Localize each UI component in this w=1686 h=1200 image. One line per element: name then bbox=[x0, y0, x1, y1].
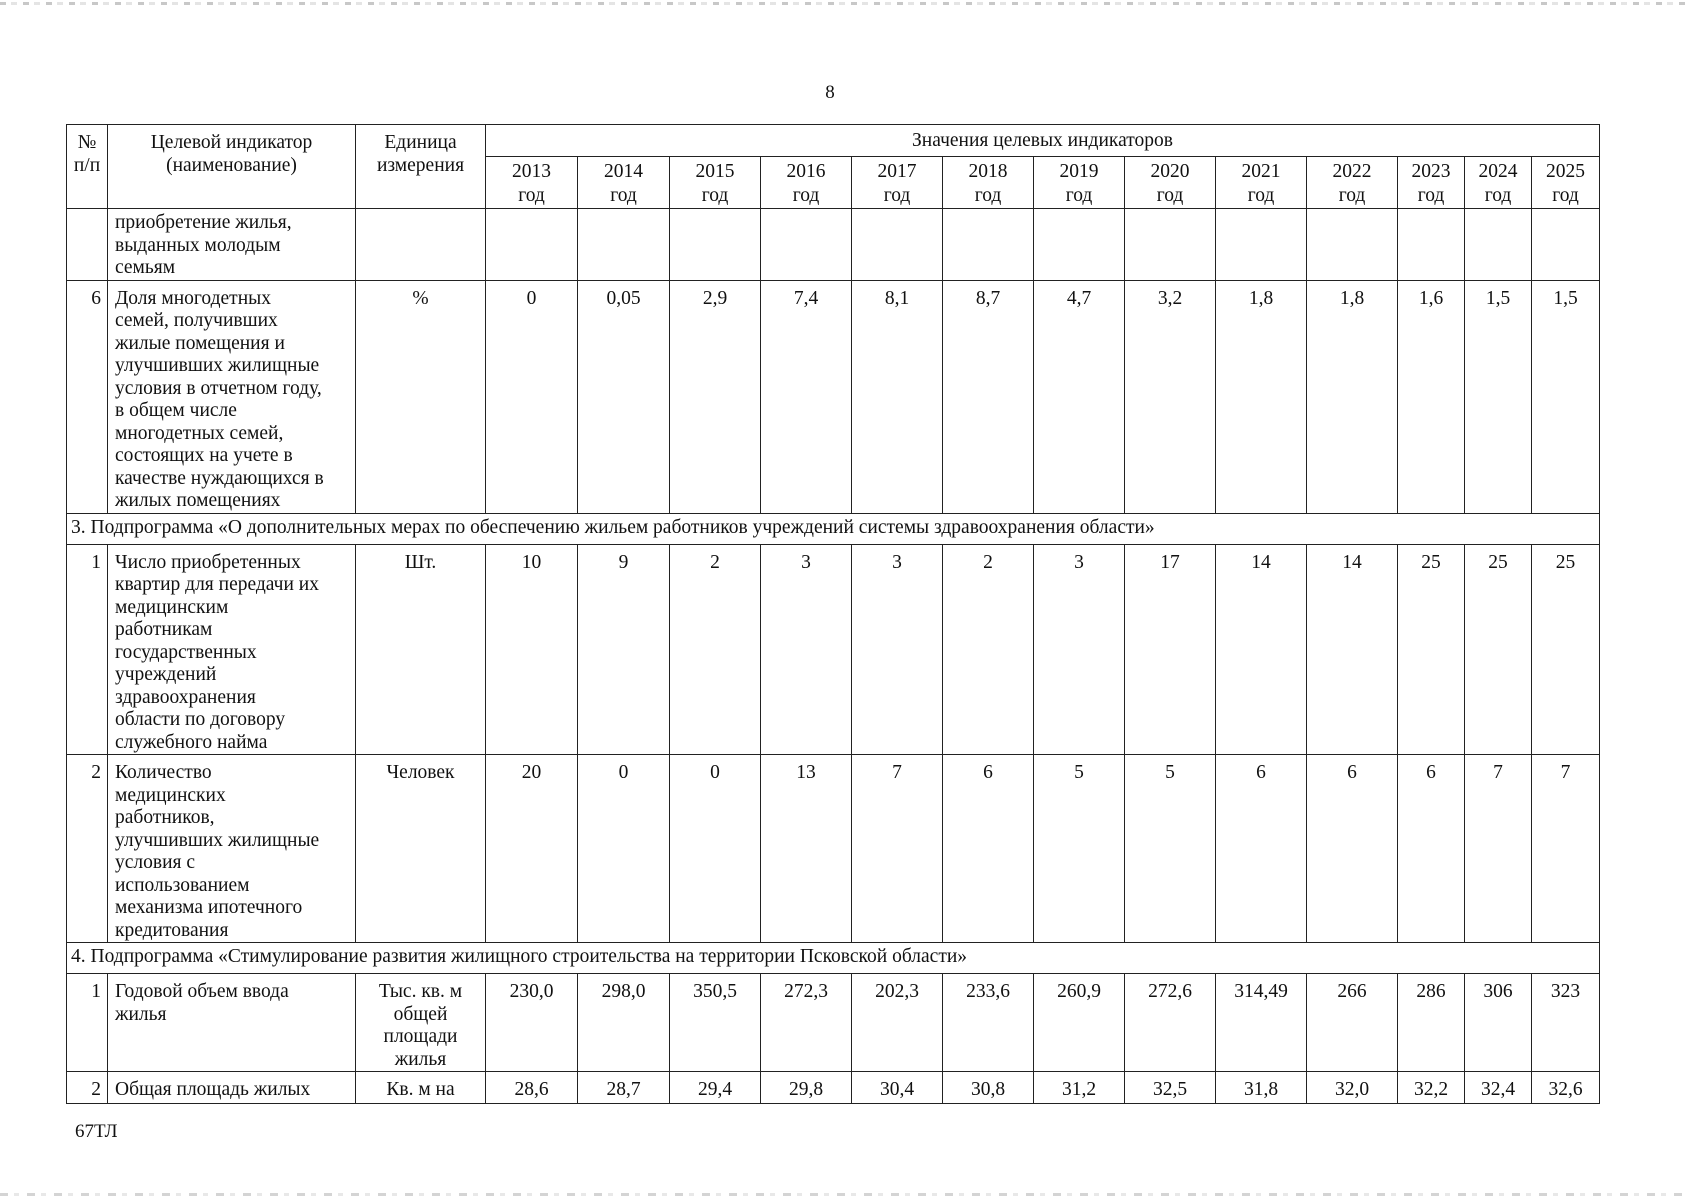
header-year: 2019 год bbox=[1034, 157, 1125, 209]
value-cell: 7,4 bbox=[761, 280, 852, 513]
indicator-name: Общая площадь жилых bbox=[108, 1072, 356, 1104]
value-cell: 306 bbox=[1465, 974, 1532, 1072]
header-values-group: Значения целевых индикаторов bbox=[486, 125, 1600, 157]
value-cell bbox=[1307, 209, 1398, 281]
value-cell: 6 bbox=[1307, 755, 1398, 943]
value-cell: 314,49 bbox=[1216, 974, 1307, 1072]
value-cell: 0 bbox=[578, 755, 670, 943]
document-code: 67ТЛ bbox=[75, 1121, 118, 1142]
value-cell: 29,4 bbox=[670, 1072, 761, 1104]
scan-edge-top bbox=[0, 2, 1686, 5]
unit-cell: Тыс. кв. м общей площади жилья bbox=[356, 974, 486, 1072]
header-year: 2018 год bbox=[943, 157, 1034, 209]
value-cell: 28,7 bbox=[578, 1072, 670, 1104]
value-cell: 28,6 bbox=[486, 1072, 578, 1104]
value-cell: 230,0 bbox=[486, 974, 578, 1072]
header-indicator: Целевой индикатор (наименование) bbox=[108, 125, 356, 209]
value-cell: 29,8 bbox=[761, 1072, 852, 1104]
header-year: 2020 год bbox=[1125, 157, 1216, 209]
row-number: 2 bbox=[67, 755, 108, 943]
table-row bbox=[67, 209, 1600, 281]
value-cell: 7 bbox=[1465, 755, 1532, 943]
value-cell: 25 bbox=[1532, 544, 1600, 755]
value-cell: 233,6 bbox=[943, 974, 1034, 1072]
value-cell: 9 bbox=[578, 544, 670, 755]
value-cell bbox=[1398, 209, 1465, 281]
table-row bbox=[67, 544, 1600, 755]
unit-cell: % bbox=[356, 280, 486, 513]
scan-edge-bottom bbox=[0, 1193, 1686, 1196]
value-cell: 202,3 bbox=[852, 974, 943, 1072]
value-cell: 30,8 bbox=[943, 1072, 1034, 1104]
value-cell: 1,5 bbox=[1465, 280, 1532, 513]
row-number: 2 bbox=[67, 1072, 108, 1104]
table-row bbox=[67, 280, 1600, 513]
value-cell: 298,0 bbox=[578, 974, 670, 1072]
value-cell bbox=[1125, 209, 1216, 281]
value-cell bbox=[1465, 209, 1532, 281]
header-year: 2013 год bbox=[486, 157, 578, 209]
header-year: 2017 год bbox=[852, 157, 943, 209]
value-cell: 31,8 bbox=[1216, 1072, 1307, 1104]
value-cell: 1,8 bbox=[1307, 280, 1398, 513]
value-cell: 272,3 bbox=[761, 974, 852, 1072]
table-row bbox=[67, 974, 1600, 1072]
value-cell: 3,2 bbox=[1125, 280, 1216, 513]
value-cell: 286 bbox=[1398, 974, 1465, 1072]
value-cell: 32,4 bbox=[1465, 1072, 1532, 1104]
header-year: 2023 год bbox=[1398, 157, 1465, 209]
value-cell bbox=[1034, 209, 1125, 281]
value-cell bbox=[761, 209, 852, 281]
value-cell: 5 bbox=[1125, 755, 1216, 943]
value-cell: 0,05 bbox=[578, 280, 670, 513]
value-cell: 6 bbox=[943, 755, 1034, 943]
section-title: 3. Подпрограмма «О дополнительных мерах по обеспечению жильем работников учреждений системы здравоохранения области» bbox=[67, 513, 1600, 544]
section-row bbox=[67, 513, 1600, 544]
row-number: 1 bbox=[67, 974, 108, 1072]
value-cell: 350,5 bbox=[670, 974, 761, 1072]
value-cell: 2 bbox=[943, 544, 1034, 755]
value-cell: 3 bbox=[852, 544, 943, 755]
header-year: 2014 год bbox=[578, 157, 670, 209]
table-row bbox=[67, 755, 1600, 943]
value-cell: 2,9 bbox=[670, 280, 761, 513]
value-cell: 8,1 bbox=[852, 280, 943, 513]
value-cell: 323 bbox=[1532, 974, 1600, 1072]
header-year: 2022 год bbox=[1307, 157, 1398, 209]
header-year: 2016 год bbox=[761, 157, 852, 209]
value-cell: 4,7 bbox=[1034, 280, 1125, 513]
value-cell bbox=[1216, 209, 1307, 281]
value-cell: 5 bbox=[1034, 755, 1125, 943]
header-row-main bbox=[67, 125, 1600, 157]
indicator-name: Годовой объем ввода жилья bbox=[108, 974, 356, 1072]
value-cell: 31,2 bbox=[1034, 1072, 1125, 1104]
header-year: 2021 год bbox=[1216, 157, 1307, 209]
indicator-name: Количество медицинских работников, улучшивших жилищные условия с использованием механизма ипотечного кредитования bbox=[108, 755, 356, 943]
value-cell: 7 bbox=[1532, 755, 1600, 943]
value-cell bbox=[852, 209, 943, 281]
value-cell: 0 bbox=[670, 755, 761, 943]
indicator-name: приобретение жилья, выданных молодым семьям bbox=[108, 209, 356, 281]
value-cell: 272,6 bbox=[1125, 974, 1216, 1072]
value-cell: 1,8 bbox=[1216, 280, 1307, 513]
header-year: 2015 год bbox=[670, 157, 761, 209]
unit-cell: Шт. bbox=[356, 544, 486, 755]
value-cell: 25 bbox=[1398, 544, 1465, 755]
value-cell: 10 bbox=[486, 544, 578, 755]
value-cell: 14 bbox=[1216, 544, 1307, 755]
value-cell: 2 bbox=[670, 544, 761, 755]
indicator-name: Доля многодетных семей, получивших жилые помещения и улучшивших жилищные условия в отчетном году, в общем числе многодетных семей, состоящих на учете в качестве нуждающихся в жилых помещениях bbox=[108, 280, 356, 513]
value-cell: 30,4 bbox=[852, 1072, 943, 1104]
indicator-name: Число приобретенных квартир для передачи их медицинским работникам государственных учреждений здравоохранения области по договору служебного найма bbox=[108, 544, 356, 755]
value-cell: 1,5 bbox=[1532, 280, 1600, 513]
value-cell: 14 bbox=[1307, 544, 1398, 755]
unit-cell bbox=[356, 209, 486, 281]
value-cell: 266 bbox=[1307, 974, 1398, 1072]
page-number: 8 bbox=[825, 82, 835, 103]
header-unit: Единица измерения bbox=[356, 125, 486, 209]
value-cell: 32,0 bbox=[1307, 1072, 1398, 1104]
value-cell: 17 bbox=[1125, 544, 1216, 755]
value-cell bbox=[670, 209, 761, 281]
value-cell: 25 bbox=[1465, 544, 1532, 755]
unit-cell: Кв. м на bbox=[356, 1072, 486, 1104]
table-row bbox=[67, 1072, 1600, 1104]
value-cell: 3 bbox=[1034, 544, 1125, 755]
value-cell: 32,5 bbox=[1125, 1072, 1216, 1104]
value-cell: 6 bbox=[1398, 755, 1465, 943]
value-cell: 7 bbox=[852, 755, 943, 943]
value-cell: 8,7 bbox=[943, 280, 1034, 513]
row-number: 6 bbox=[67, 280, 108, 513]
value-cell: 20 bbox=[486, 755, 578, 943]
value-cell: 260,9 bbox=[1034, 974, 1125, 1072]
row-number bbox=[67, 209, 108, 281]
value-cell: 1,6 bbox=[1398, 280, 1465, 513]
section-title: 4. Подпрограмма «Стимулирование развития жилищного строительства на территории Псковской области» bbox=[67, 943, 1600, 974]
value-cell: 32,2 bbox=[1398, 1072, 1465, 1104]
header-year: 2025 год bbox=[1532, 157, 1600, 209]
value-cell bbox=[1532, 209, 1600, 281]
value-cell bbox=[486, 209, 578, 281]
row-number: 1 bbox=[67, 544, 108, 755]
indicators-table bbox=[66, 124, 1600, 1104]
value-cell bbox=[943, 209, 1034, 281]
header-year: 2024 год bbox=[1465, 157, 1532, 209]
value-cell: 13 bbox=[761, 755, 852, 943]
unit-cell: Человек bbox=[356, 755, 486, 943]
value-cell: 0 bbox=[486, 280, 578, 513]
section-row bbox=[67, 943, 1600, 974]
value-cell bbox=[578, 209, 670, 281]
value-cell: 32,6 bbox=[1532, 1072, 1600, 1104]
value-cell: 3 bbox=[761, 544, 852, 755]
header-number: № п/п bbox=[67, 125, 108, 209]
value-cell: 6 bbox=[1216, 755, 1307, 943]
